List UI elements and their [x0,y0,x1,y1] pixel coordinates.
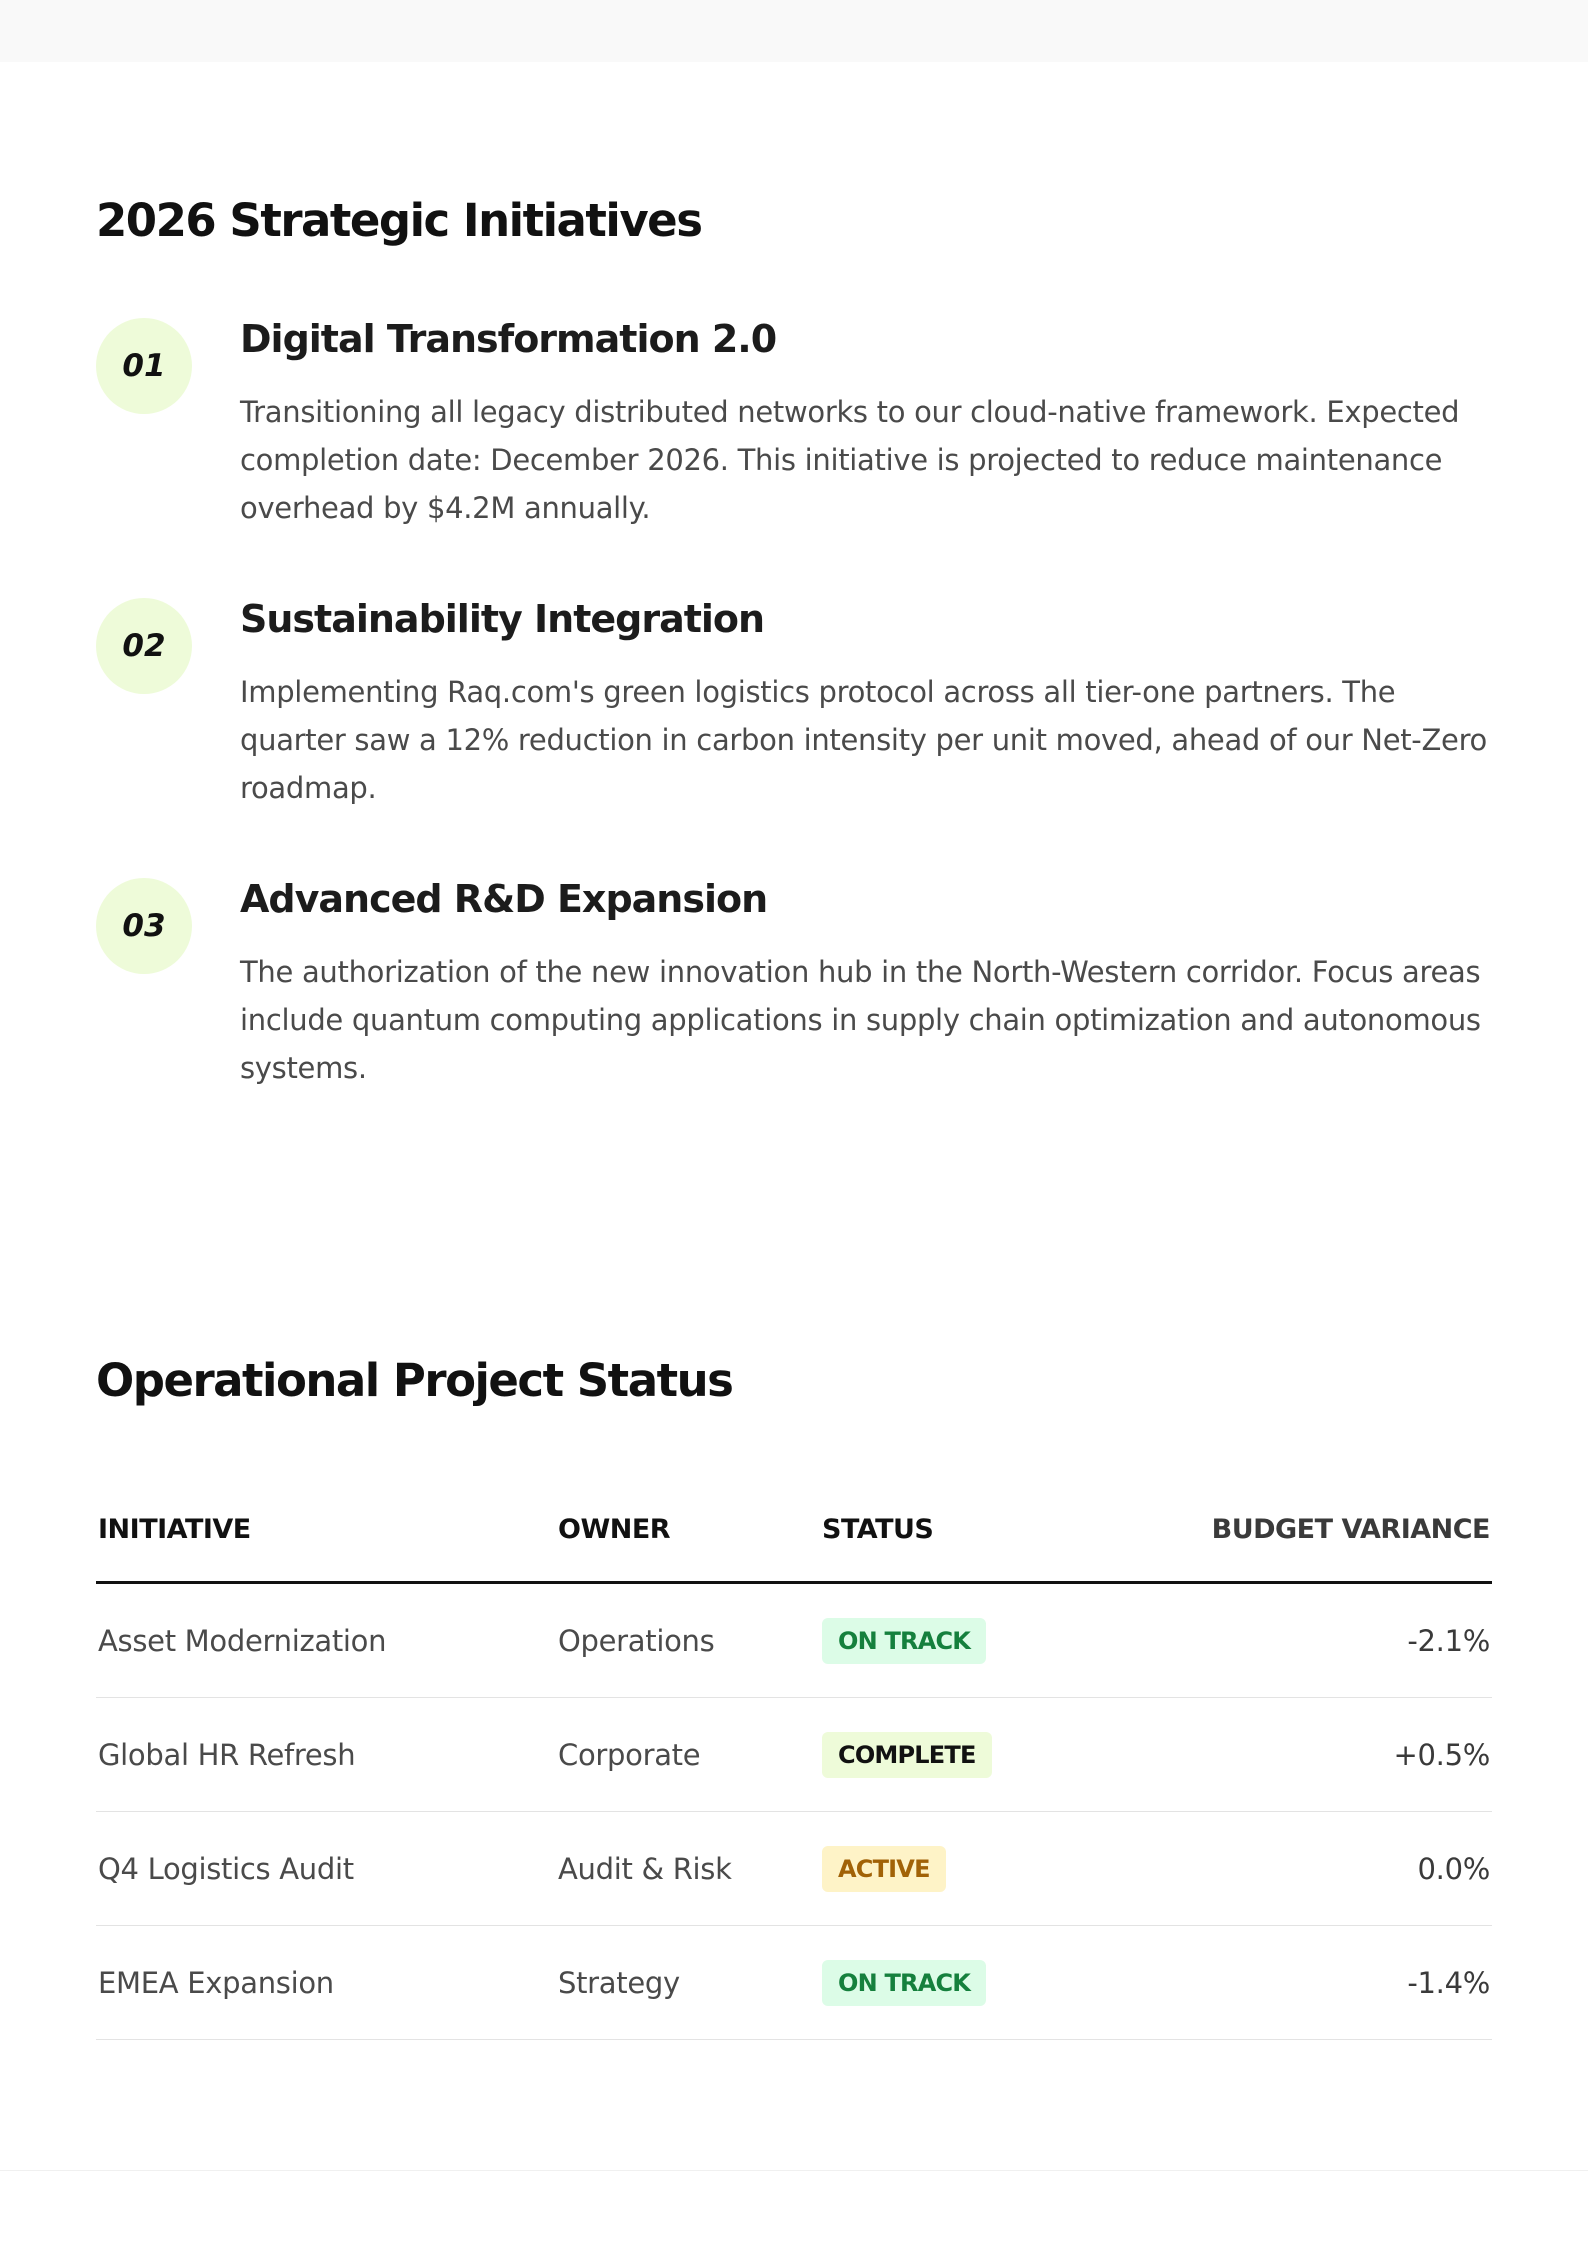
top-band [0,0,1588,62]
column-header-budget-variance: BUDGET VARIANCE [1211,1514,1490,1545]
status-cell [822,1846,946,1892]
status-badge: ON TRACK [822,1618,986,1664]
table-row [96,1812,1492,1926]
initiative-cell: EMEA Expansion [98,1965,334,2000]
owner-cell: Corporate [558,1737,701,1772]
status-section-title: Operational Project Status [96,1354,733,1407]
status-badge: ACTIVE [822,1846,946,1892]
footer-divider [0,2170,1588,2171]
owner-cell: Strategy [558,1965,680,2000]
initiative-title: Sustainability Integration [240,597,765,641]
column-header-status: STATUS [822,1514,934,1545]
status-cell [822,1960,986,2006]
initiative-content [240,598,1492,812]
status-cell [822,1732,992,1778]
initiative-title: Digital Transformation 2.0 [240,317,777,361]
status-badge: COMPLETE [822,1732,992,1778]
initiative-description: The authorization of the new innovation hub in the North-Western corridor. Focus areas include quantum computing applications in supply chain optimization and autonomous systems. [240,954,1481,1085]
budget-variance-cell: +0.5% [1393,1737,1490,1772]
budget-variance-cell: 0.0% [1417,1851,1490,1886]
owner-cell: Audit & Risk [558,1851,732,1886]
initiative-cell: Global HR Refresh [98,1737,356,1772]
table-header [96,1500,1492,1584]
column-header-owner: OWNER [558,1514,671,1545]
initiative-description: Transitioning all legacy distributed networks to our cloud-native framework. Expected completion date: December 2026. This initiative is projected to reduce maintenance overhead by $4.2M annually. [240,394,1460,525]
initiative-number: 01 [96,318,192,414]
initiative-number: 02 [96,598,192,694]
initiative-content [240,318,1492,532]
table-row [96,1926,1492,2040]
initiatives-section-title: 2026 Strategic Initiatives [96,194,702,247]
initiative-cell: Asset Modernization [98,1623,387,1658]
budget-variance-cell: -1.4% [1407,1965,1490,2000]
status-badge: ON TRACK [822,1960,986,2006]
initiative-cell: Q4 Logistics Audit [98,1851,354,1886]
initiative-title: Advanced R&D Expansion [240,877,768,921]
initiative-content [240,878,1492,1092]
column-header-initiative: INITIATIVE [98,1514,251,1545]
owner-cell: Operations [558,1623,715,1658]
table-row [96,1698,1492,1812]
initiative-number: 03 [96,878,192,974]
initiative-description: Implementing Raq.com's green logistics protocol across all tier-one partners. The quarter saw a 12% reduction in carbon intensity per unit moved, ahead of our Net-Zero roadmap. [240,674,1488,805]
project-status-table [96,1500,1492,2040]
status-cell [822,1618,986,1664]
table-row [96,1584,1492,1698]
budget-variance-cell: -2.1% [1407,1623,1490,1658]
